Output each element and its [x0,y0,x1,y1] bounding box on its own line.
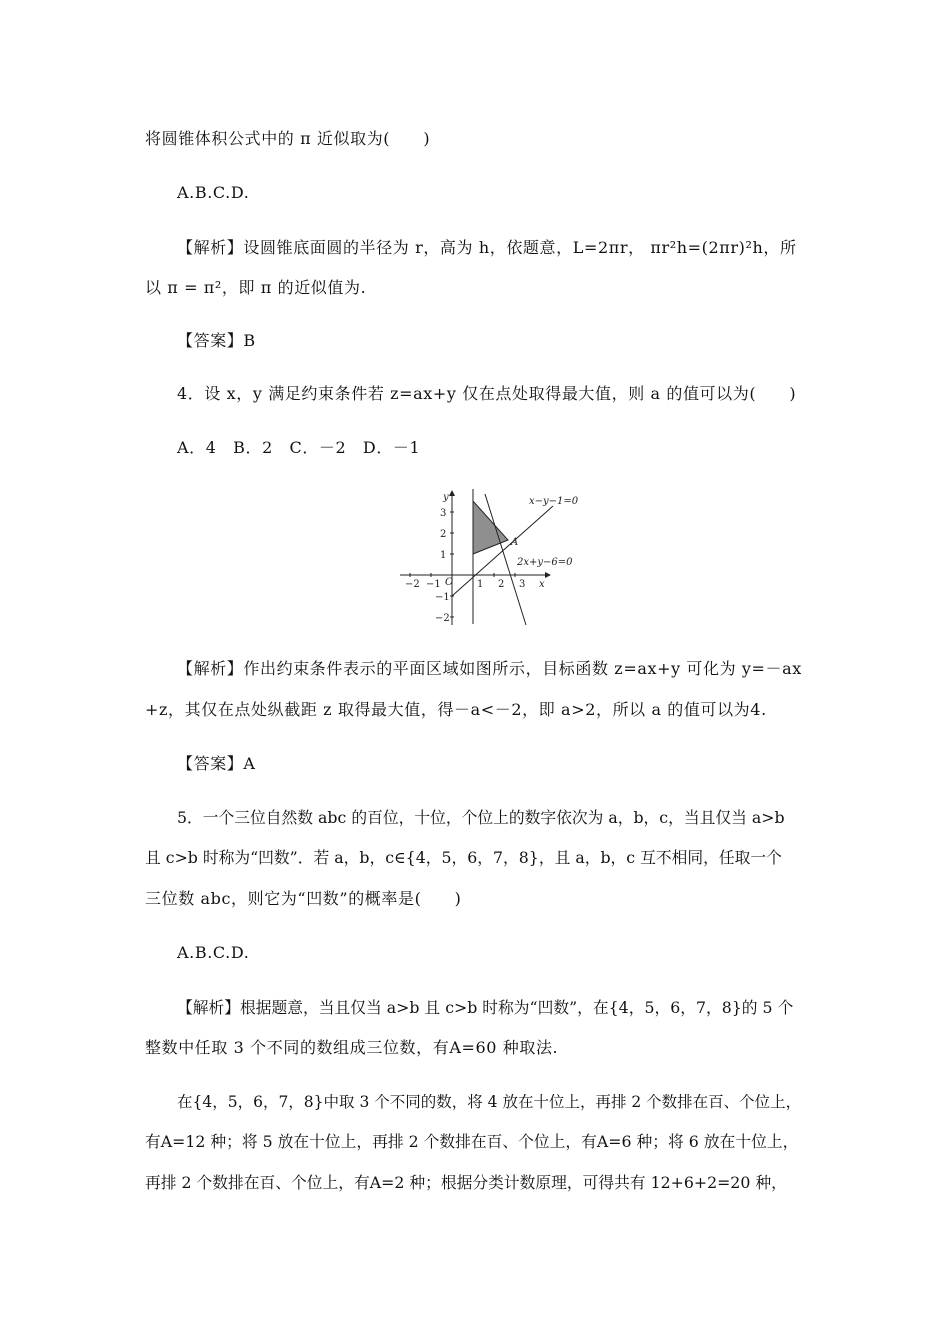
question-line: 5．一个三位自然数 abc 的百位，十位，个位上的数字依次为 a，b，c，当且仅当 a>b [177,808,785,827]
y-tick-label: 3 [440,508,447,519]
y-tick-label: −1 [435,592,450,603]
line1-label: x−y−1=0 [529,496,579,507]
analysis-line: 在{4，5，6，7，8}中取 3 个不同的数，将 4 放在十位上，再排 2 个数排在百、个位上， [177,1093,802,1111]
analysis-line: 【解析】设圆锥底面圆的半径为 r，高为 h，依题意，L=2πr， πr²h=(2πr)²h，所 [177,238,797,257]
options-line: A.B.C.D. [177,183,250,202]
options-line: A.B.C.D. [177,943,250,962]
y-tick-label: 2 [440,529,447,540]
y-axis-arrow [449,490,455,496]
analysis-line: 有A=12 种；将 5 放在十位上，再排 2 个数排在百、个位上，有A=6 种；将 6 放在十位上， [145,1132,799,1151]
x-tick-label: −1 [426,579,441,590]
analysis-line: +z，其仅在点处纵截距 z 取得最大值，得－a<－2，即 a>2，所以 a 的值可以为4. [145,700,767,719]
question-line: 三位数 abc，则它为“凹数”的概率是( ) [145,889,462,908]
point-a-label: A [511,537,519,548]
line2-label: 2x+y−6=0 [517,557,573,568]
feasible-region [473,501,508,554]
answer-line: 【答案】B [177,331,256,350]
analysis-line: 整数中任取 3 个不同的数组成三位数，有A=60 种取法. [145,1038,559,1057]
x-axis-label: x [539,579,545,590]
y-tick-label: −2 [435,613,450,624]
y-axis-label: y [443,492,449,503]
question-line: 4．设 x，y 满足约束条件若 z=ax+y 仅在点处取得最大值，则 a 的值可以为( ) [177,384,797,403]
analysis-line: 以 π = π²，即 π 的近似值为. [145,278,367,297]
x-tick-label: 3 [519,579,526,590]
text-line: 将圆锥体积公式中的 π 近似取为( ) [145,129,431,148]
origin-label: O [445,577,454,588]
analysis-line: 【解析】作出约束条件表示的平面区域如图所示，目标函数 z=ax+y 可化为 y=－ax [177,659,802,678]
x-tick-label: −2 [405,579,420,590]
analysis-line: 【解析】根据题意，当且仅当 a>b 且 c>b 时称为“凹数”，在{4，5，6，7，8}的 5 个 [177,998,794,1017]
x-tick-label: 2 [498,579,505,590]
answer-line: 【答案】A [177,754,256,773]
x-tick-label: 1 [477,579,484,590]
options-line: A．4 B．2 C．－2 D．－1 [177,438,421,457]
question-line: 且 c>b 时称为“凹数”．若 a，b，c∈{4，5，6，7，8}，且 a，b，c 互不相同，任取一个 [145,848,782,867]
y-tick-label: 1 [440,550,447,561]
analysis-line: 再排 2 个数排在百、个位上，有A=2 种；根据分类计数原理，可得共有 12+6+2=20 种， [145,1173,787,1192]
feasible-region-graph [395,484,595,629]
x-axis-arrow [545,572,551,578]
